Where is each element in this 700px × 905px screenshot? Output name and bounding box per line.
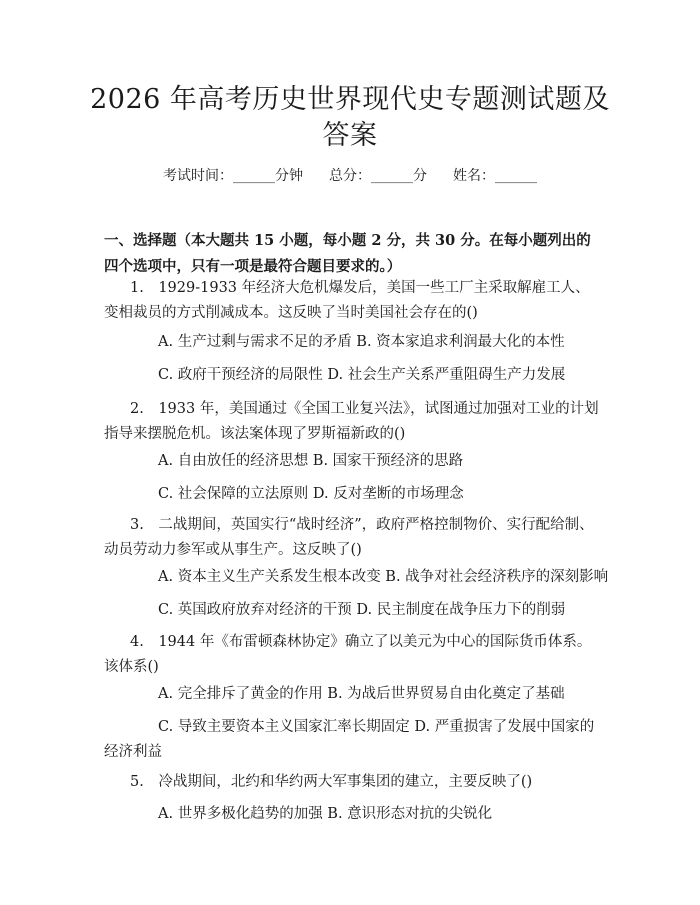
question-5-options-ab: A. 世界多极化趋势的加强 B. 意识形态对抗的尖锐化 (158, 806, 493, 822)
question-4-options-ab: A. 完全排斥了黄金的作用 B. 为战后世界贸易自由化奠定了基础 (158, 686, 565, 702)
question-2-stem: 2. 1933 年，美国通过《全国工业复兴法》，试图通过加强对工业的计划指导来摆脱危机。该法案体现了罗斯福新政的() (104, 401, 599, 442)
question-1-options-ab: A. 生产过剩与需求不足的矛盾 B. 资本家追求利润最大化的本性 (158, 334, 565, 350)
exam-time-field: 考试时间：______分钟 (163, 168, 303, 184)
question-4-options-cd: C. 导致主要资本主义国家汇率长期固定 D. 严重损害了发展中国家的经济利益 (104, 719, 595, 760)
question-4-stem: 4. 1944 年《布雷顿森林协定》确立了以美元为中心的国际货币体系。该体系() (104, 634, 592, 675)
question-5-stem: 5. 冷战期间，北约和华约两大军事集团的建立，主要反映了() (130, 774, 533, 790)
question-3-stem: 3. 二战期间，英国实行“战时经济”，政府严格控制物价、实行配给制、动员劳动力参军或从事生产。这反映了() (104, 517, 594, 558)
total-score-field: 总分：______分 (329, 168, 427, 184)
question-1-options-cd: C. 政府干预经济的局限性 D. 社会生产关系严重阻碍生产力发展 (158, 367, 566, 383)
section-heading: 一、选择题（本大题共 15 小题，每小题 2 分，共 30 分。在每小题列出的四个选项中，只有一项是最符合题目要求的。） (104, 232, 591, 275)
question-2-options-cd: C. 社会保障的立法原则 D. 反对垄断的市场理念 (158, 486, 464, 502)
document-title: 2026 年高考历史世界现代史专题测试题及答案 (90, 84, 610, 151)
question-3-options-cd: C. 英国政府放弃对经济的干预 D. 民主制度在战争压力下的削弱 (158, 602, 566, 618)
question-1-stem: 1. 1929-1933 年经济大危机爆发后，美国一些工厂主采取解雇工人、变相裁员的方式削减成本。这反映了当时美国社会存在的() (104, 280, 590, 321)
question-2-options-ab: A. 自由放任的经济思想 B. 国家干预经济的思路 (158, 453, 464, 469)
name-field: 姓名：______ (453, 168, 537, 184)
exam-info (0, 166, 700, 186)
question-3-options-ab: A. 资本主义生产关系发生根本改变 B. 战争对社会经济秩序的深刻影响 (158, 569, 609, 585)
